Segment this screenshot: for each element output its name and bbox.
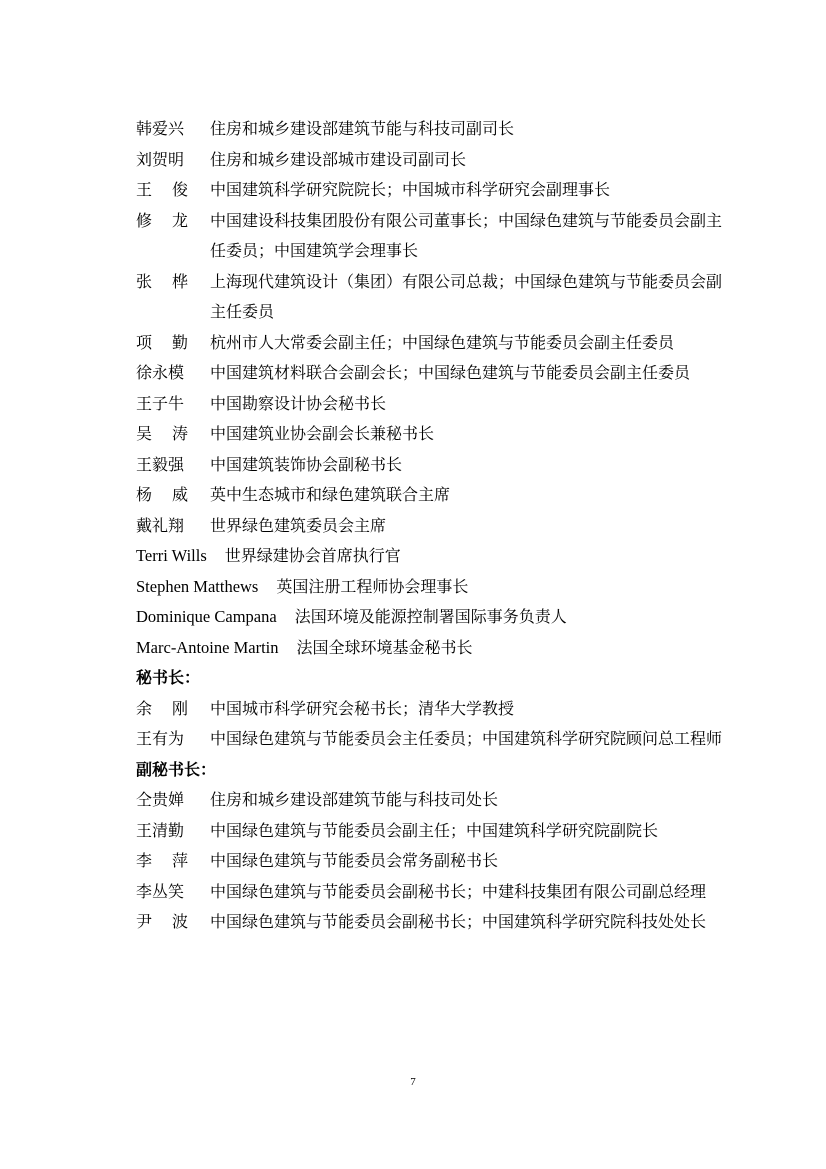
list-item: [136, 145, 736, 176]
list-item: [136, 602, 736, 633]
list-item: [136, 816, 736, 847]
member-name: 王清勤: [136, 820, 185, 840]
member-name: 余刚: [136, 698, 209, 718]
member-role: 中国绿色建筑与节能委员会副秘书长；中国建筑科学研究院科技处处长: [210, 912, 707, 931]
list-item: [136, 907, 736, 938]
member-name: Marc-Antoine Martin: [136, 637, 279, 657]
member-role: 中国勘察设计协会秘书长: [210, 393, 387, 413]
list-item: [136, 541, 736, 572]
member-name: 吴涛: [136, 424, 209, 443]
section-heading-deputy-secretary-general: 副秘书长：: [136, 759, 217, 779]
member-name: Dominique Campana: [136, 607, 277, 626]
member-name: 王毅强: [136, 454, 185, 474]
member-role: 中国建筑科学研究院院长；中国城市科学研究会副理事长: [210, 180, 611, 199]
list-item: [136, 480, 736, 511]
member-name: 李丛笑: [136, 881, 185, 901]
member-role: 住房和城乡建设部建筑节能与科技司副司长: [210, 119, 515, 138]
list-item: [136, 724, 736, 755]
list-item: [136, 328, 736, 359]
member-name: 王俊: [136, 180, 209, 199]
member-role: 中国绿色建筑与节能委员会主任委员；中国建筑科学研究院顾问总工程师: [210, 729, 723, 748]
member-role: 住房和城乡建设部建筑节能与科技司处长: [210, 790, 499, 809]
member-role: 住房和城乡建设部城市建设司副司长: [210, 149, 467, 169]
member-list: [136, 114, 736, 938]
member-name: 刘贺明: [136, 149, 185, 169]
list-item: [136, 267, 736, 328]
member-role: 中国建筑装饰协会副秘书长: [210, 454, 403, 474]
member-name: 尹波: [136, 912, 209, 931]
member-name: 戴礼翔: [136, 515, 185, 535]
list-item: [136, 206, 736, 267]
member-role: 世界绿色建筑委员会主席: [210, 515, 387, 535]
list-item: [136, 389, 736, 420]
member-name: 杨威: [136, 485, 209, 504]
member-name: 徐永模: [136, 363, 185, 382]
list-item: [136, 633, 736, 664]
member-role: 中国绿色建筑与节能委员会副秘书长；中建科技集团有限公司副总经理: [210, 881, 707, 901]
list-item: [136, 450, 736, 481]
list-item: [136, 694, 736, 725]
member-name: Stephen Matthews: [136, 576, 259, 596]
page-number: 7: [410, 1076, 416, 1088]
member-name: 李萍: [136, 851, 209, 870]
member-name: 张桦: [136, 271, 209, 291]
member-role: 上海现代建筑设计（集团）有限公司总裁；中国绿色建筑与节能委员会副主任委员: [210, 271, 723, 321]
list-item: [136, 175, 736, 206]
member-role: 中国建设科技集团股份有限公司董事长；中国绿色建筑与节能委员会副主任委员；中国建筑学会理事长: [210, 210, 723, 260]
member-role: 中国建筑业协会副会长兼秘书长: [210, 424, 435, 443]
list-item: [136, 846, 736, 877]
list-item: [136, 572, 736, 603]
member-role: 中国绿色建筑与节能委员会副主任；中国建筑科学研究院副院长: [210, 820, 659, 840]
member-name: 韩爱兴: [136, 119, 185, 138]
list-item: [136, 419, 736, 450]
list-item: [136, 511, 736, 542]
member-name: 项勤: [136, 332, 209, 352]
member-role: 杭州市人大常委会副主任；中国绿色建筑与节能委员会副主任委员: [210, 332, 675, 352]
member-role: 世界绿建协会首席执行官: [224, 546, 401, 565]
member-role: 中国建筑材料联合会副会长；中国绿色建筑与节能委员会副主任委员: [210, 363, 691, 382]
member-role: 英中生态城市和绿色建筑联合主席: [210, 485, 451, 504]
list-item: [136, 114, 736, 145]
list-item: [136, 877, 736, 908]
list-item: [136, 785, 736, 816]
member-name: 王有为: [136, 729, 185, 748]
list-item: [136, 358, 736, 389]
member-role: 英国注册工程师协会理事长: [276, 576, 469, 596]
member-role: 中国绿色建筑与节能委员会常务副秘书长: [210, 851, 499, 870]
member-name: 王子牛: [136, 393, 185, 413]
member-name: 仝贵婵: [136, 790, 185, 809]
member-role: 中国城市科学研究会秘书长；清华大学教授: [210, 698, 515, 718]
section-heading-secretary-general: 秘书长：: [136, 668, 201, 687]
member-name: 修龙: [136, 210, 209, 230]
member-name: Terri Wills: [136, 546, 207, 565]
member-role: 法国环境及能源控制署国际事务负责人: [294, 607, 567, 626]
member-role: 法国全球环境基金秘书长: [296, 637, 473, 657]
